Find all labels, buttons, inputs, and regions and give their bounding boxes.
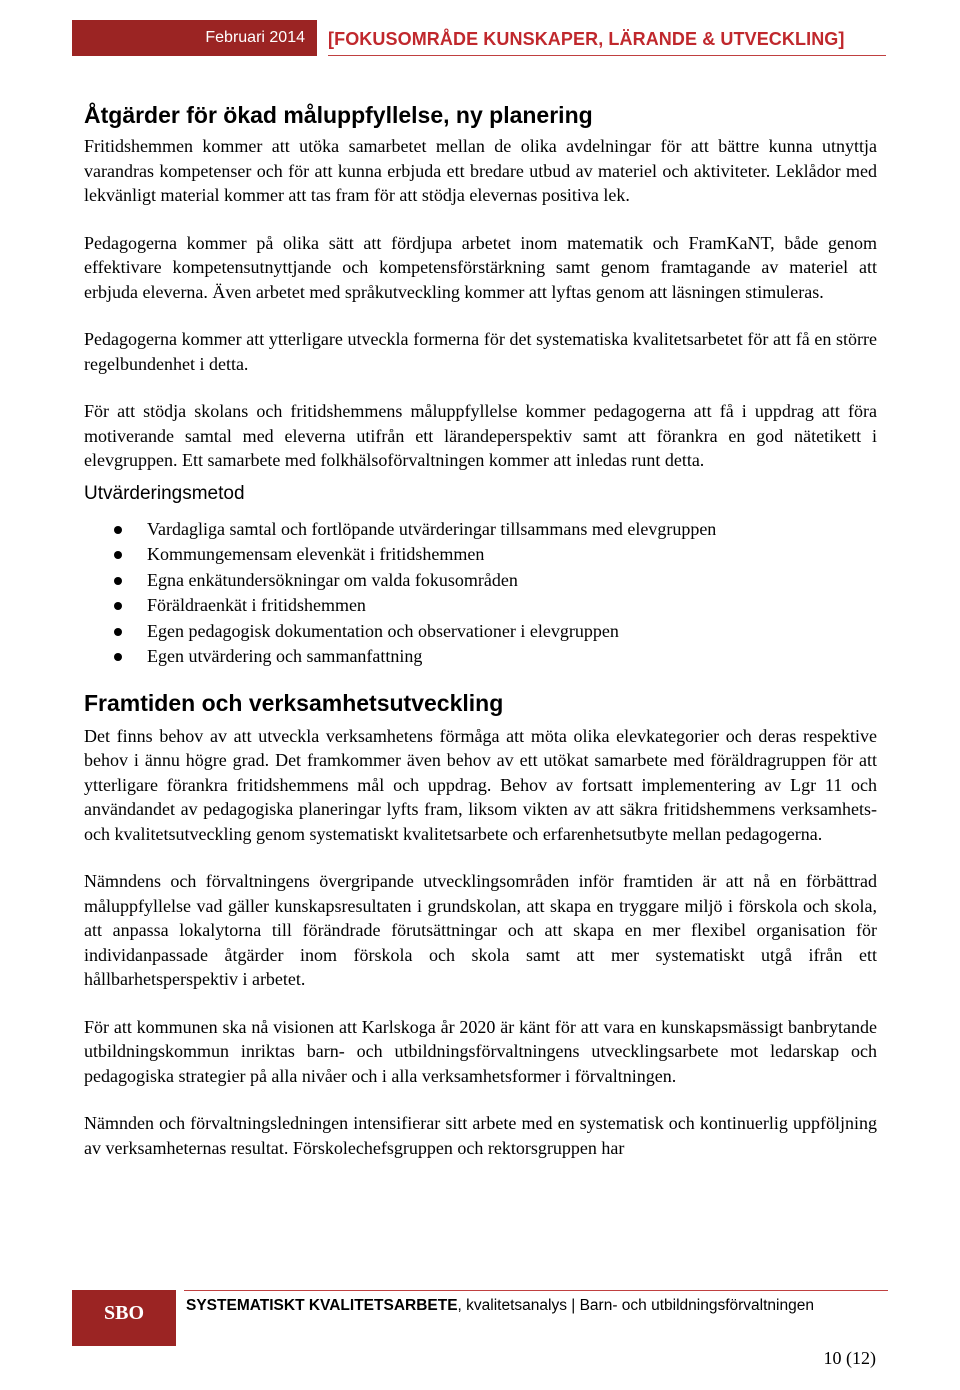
section-heading-future: Framtiden och verksamhetsutveckling: [84, 689, 504, 716]
document-body: [84, 100, 877, 1183]
paragraph: Nämndens och förvaltningens övergripande utvecklingsområden inför framtiden är att nå en förbättrad måluppfyllelse vad gäller kunskapsresultaten i grundskolan, att skapa en tryggare miljö i förskola och skola, att anpassa lokalytorna till förändrade förutsättningar och att skapa en mer flexibel organisation för individanpassade åtgärder inom förskola och skola samt att mer systematiskt utgå ifrån ett hållbarhetsperspektiv i arbetet.: [84, 871, 877, 989]
bullet-icon: [114, 602, 122, 610]
paragraph: För att stödja skolans och fritidshemmens måluppfyllelse kommer pedagogerna att få i uppdrag att föra motiverande samtal med eleverna utifrån ett lärandeperspektiv samt att förankra en god nätetikett i elevgruppen. Ett samarbete med folkhälsoförvaltningen kommer att inledas runt detta.: [84, 401, 877, 470]
list-item: Egen pedagogisk dokumentation och observationer i elevgruppen: [114, 619, 877, 645]
list-item: Egen utvärdering och sammanfattning: [114, 644, 877, 670]
paragraph: Det finns behov av att utveckla verksamhetens förmåga att möta olika elevkategorier och deras respektive behov i ännu högre grad. Det framkommer även behov av ett utökat samarbete med föräldragruppen för att ytterligare förankra fritidshemmens mål och uppdrag. Behov av fortsatt implementering av Lgr 11 och användandet av pedagogiska planeringar lyfts fram, liksom vikten av att säkra fritidshemmens verksamhets- och kvalitetsutveckling genom systematiskt kvalitetsarbete och erfarenhetsutbyte mellan pedagogerna.: [84, 725, 877, 844]
list-item: Vardagliga samtal och fortlöpande utvärderingar tillsammans med elevgruppen: [114, 517, 877, 543]
header-rule: [328, 55, 886, 56]
bullet-icon: [114, 551, 122, 559]
paragraph: Pedagogerna kommer att ytterligare utveckla formerna för det systematiska kvalitetsarbetet för att få en större regelbundenhet i detta.: [84, 329, 877, 374]
list-item: Egna enkätundersökningar om valda fokusområden: [114, 568, 877, 594]
list-item: Kommungemensam elevenkät i fritidshemmen: [114, 542, 877, 568]
section-heading-measures: Åtgärder för ökad måluppfyllelse, ny planering: [84, 102, 593, 128]
paragraph: Nämnden och förvaltningsledningen intensifierar sitt arbete med en systematisk och kontinuerlig uppföljning av verksamheternas resultat. Förskolechefsgruppen och rektorsgruppen har: [84, 1113, 877, 1158]
bullet-icon: [114, 653, 122, 661]
list-item: Föräldraenkät i fritidshemmen: [114, 593, 877, 619]
bullet-icon: [114, 628, 122, 636]
footer-badge: SBO: [72, 1290, 176, 1346]
page-header: [72, 20, 886, 56]
bullet-icon: [114, 526, 122, 534]
page-footer: [72, 1290, 888, 1346]
paragraph: Pedagogerna kommer på olika sätt att fördjupa arbetet inom matematik och FramKaNT, både genom effektivare kompetensutnyttjande och kompetensförstärkning samt genom framtagande av materiel att erbjuda eleverna. Även arbetet med språkutveckling kommer att lyftas genom att läsningen stimuleras.: [84, 232, 877, 302]
bullet-icon: [114, 577, 122, 585]
paragraph: För att kommunen ska nå visionen att Karlskoga år 2020 är känt för att vara en kunskapsmässigt banbrytande utbildningskommun inriktas barn- och utbildningsförvaltningens utvecklingsarbete mot ledarskap och pedagogiska strategier på alla nivåer och i alla verksamhetsformer i förvaltningen.: [84, 1016, 877, 1086]
subheading-evaluation: Utvärderingsmetod: [84, 482, 245, 504]
evaluation-list: [84, 517, 877, 670]
header-title: [FOKUSOMRÅDE KUNSKAPER, LÄRANDE & UTVECKLING]: [328, 29, 845, 49]
footer-title: SYSTEMATISKT KVALITETSARBETE, kvalitetsanalys | Barn- och utbildningsförvaltningen: [186, 1297, 814, 1314]
paragraph: Fritidshemmen kommer att utöka samarbetet mellan de olika avdelningar för att bättre kunna utnyttja varandras kompetenser och för att kunna erbjuda ett bredare utbud av materiel och aktiviteter. Leklådor med lekvänligt material kommer att tas fram för att stödja elevernas positiva lek.: [84, 136, 877, 205]
page-number: 10 (12): [823, 1348, 876, 1368]
header-date: Februari 2014: [72, 20, 317, 56]
footer-rule: [184, 1290, 888, 1291]
